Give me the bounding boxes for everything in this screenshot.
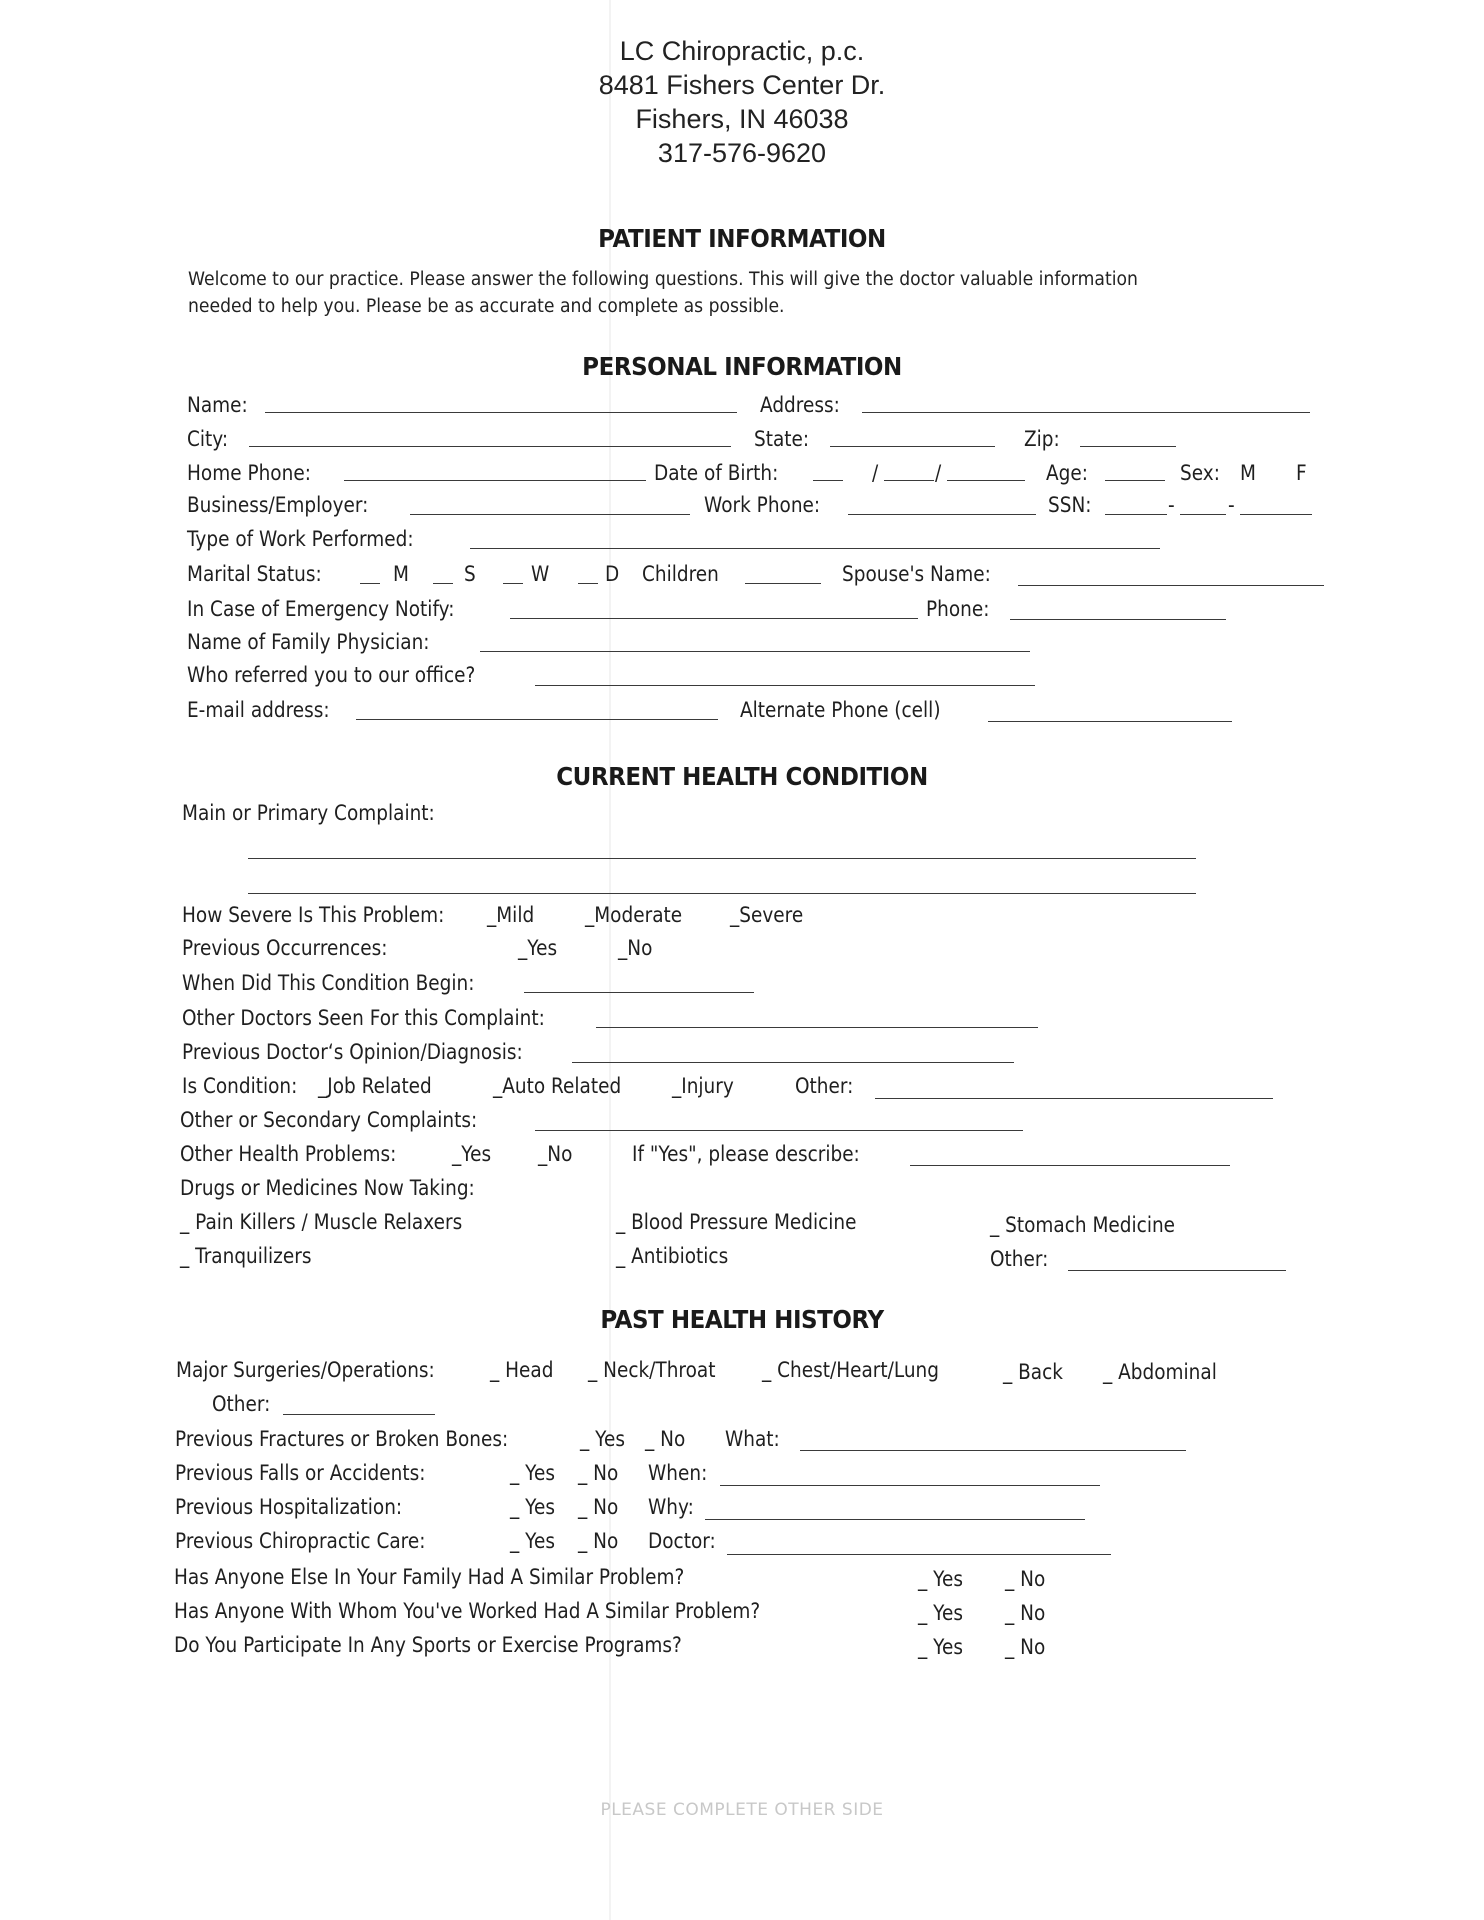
spouse-label: Spouse's Name: bbox=[842, 562, 991, 586]
intro-line-2: needed to help you. Please be as accurate and complete as possible. bbox=[188, 296, 785, 317]
email-label: E-mail address: bbox=[187, 698, 330, 722]
sex-option-m[interactable]: M bbox=[1240, 461, 1256, 485]
employer-label: Business/Employer: bbox=[187, 493, 369, 517]
hospitalization-why-label: Why: bbox=[648, 1495, 694, 1519]
practice-name: LC Chiropractic, p.c. bbox=[619, 36, 865, 66]
referred-label: Who referred you to our office? bbox=[187, 663, 476, 687]
city-label: City: bbox=[187, 427, 229, 451]
emergency-label: In Case of Emergency Notify: bbox=[187, 597, 455, 621]
ssn-sep-2: - bbox=[1228, 493, 1235, 517]
address-label: Address: bbox=[760, 393, 840, 417]
coworker-no[interactable]: _ No bbox=[1005, 1601, 1046, 1625]
chiro-doctor-field[interactable] bbox=[727, 1554, 1111, 1555]
ssn-sep-1: - bbox=[1168, 493, 1175, 517]
zip-label: Zip: bbox=[1024, 427, 1060, 451]
current-health-title: CURRENT HEALTH CONDITION bbox=[556, 762, 928, 791]
home-phone-field[interactable] bbox=[344, 480, 646, 481]
surgery-other-field[interactable] bbox=[283, 1414, 435, 1415]
dob-sep-1: / bbox=[872, 461, 879, 485]
secondary-label: Other or Secondary Complaints: bbox=[180, 1108, 478, 1132]
other-health-no[interactable]: _No bbox=[538, 1142, 573, 1166]
falls-when-field[interactable] bbox=[720, 1485, 1100, 1486]
emergency-phone-field[interactable] bbox=[1010, 619, 1226, 620]
chiro-yes[interactable]: _ Yes bbox=[510, 1529, 555, 1553]
state-field[interactable] bbox=[830, 446, 995, 447]
fractures-what-field[interactable] bbox=[800, 1450, 1186, 1451]
chiro-doctor-label: Doctor: bbox=[648, 1529, 716, 1553]
prev-occ-no[interactable]: _No bbox=[618, 936, 653, 960]
severity-label: How Severe Is This Problem: bbox=[182, 903, 445, 927]
falls-label: Previous Falls or Accidents: bbox=[175, 1461, 426, 1485]
ssn-part3-field[interactable] bbox=[1240, 514, 1312, 515]
began-label: When Did This Condition Begin: bbox=[182, 971, 475, 995]
falls-yes[interactable]: _ Yes bbox=[510, 1461, 555, 1485]
family-question: Has Anyone Else In Your Family Had A Similar Problem? bbox=[174, 1565, 685, 1589]
dob-day-field[interactable] bbox=[884, 480, 934, 481]
coworker-yes[interactable]: _ Yes bbox=[918, 1601, 963, 1625]
practice-phone: 317-576-9620 bbox=[657, 138, 827, 168]
age-label: Age: bbox=[1046, 461, 1088, 485]
fractures-yes[interactable]: _ Yes bbox=[580, 1427, 625, 1451]
main-complaint-label: Main or Primary Complaint: bbox=[182, 801, 435, 825]
drugs-label: Drugs or Medicines Now Taking: bbox=[180, 1176, 475, 1200]
dob-label: Date of Birth: bbox=[654, 461, 779, 485]
marital-m-blank[interactable] bbox=[360, 583, 380, 584]
work-type-field[interactable] bbox=[470, 548, 1160, 549]
alt-phone-field[interactable] bbox=[988, 721, 1232, 722]
city-field[interactable] bbox=[249, 446, 731, 447]
condition-job[interactable]: _Job Related bbox=[318, 1074, 432, 1098]
intro-line-1: Welcome to our practice. Please answer the following questions. This will give the doctor valuable information bbox=[188, 269, 1138, 290]
severity-mild[interactable]: _Mild bbox=[487, 903, 535, 927]
hospitalization-why-field[interactable] bbox=[705, 1519, 1085, 1520]
chiro-label: Previous Chiropractic Care: bbox=[175, 1529, 426, 1553]
address-field[interactable] bbox=[862, 412, 1310, 413]
physician-label: Name of Family Physician: bbox=[187, 630, 430, 654]
employer-field[interactable] bbox=[410, 514, 690, 515]
surgery-abdominal[interactable]: _ Abdominal bbox=[1103, 1360, 1217, 1384]
fractures-what-label: What: bbox=[725, 1427, 780, 1451]
personal-information-title: PERSONAL INFORMATION bbox=[582, 352, 902, 381]
hospitalization-no[interactable]: _ No bbox=[578, 1495, 619, 1519]
main-complaint-line-1[interactable] bbox=[248, 858, 1196, 859]
practice-address: 8481 Fishers Center Dr. bbox=[598, 70, 886, 100]
drug-tranquilizers[interactable]: _ Tranquilizers bbox=[180, 1244, 312, 1268]
sex-label: Sex: bbox=[1180, 461, 1220, 485]
sports-yes[interactable]: _ Yes bbox=[918, 1635, 963, 1659]
sports-question: Do You Participate In Any Sports or Exercise Programs? bbox=[174, 1633, 682, 1657]
emergency-phone-label: Phone: bbox=[926, 597, 990, 621]
condition-other-field[interactable] bbox=[875, 1098, 1273, 1099]
surgeries-label: Major Surgeries/Operations: bbox=[176, 1358, 435, 1382]
prev-opinion-label: Previous Doctor‘s Opinion/Diagnosis: bbox=[182, 1040, 523, 1064]
fractures-no[interactable]: _ No bbox=[645, 1427, 686, 1451]
emergency-field[interactable] bbox=[510, 618, 918, 619]
severity-severe[interactable]: _Severe bbox=[730, 903, 804, 927]
surgery-back[interactable]: _ Back bbox=[1003, 1360, 1063, 1384]
sex-option-f[interactable]: F bbox=[1296, 461, 1307, 485]
drug-painkillers[interactable]: _ Pain Killers / Muscle Relaxers bbox=[180, 1210, 463, 1234]
other-health-yes[interactable]: _Yes bbox=[452, 1142, 492, 1166]
marital-label: Marital Status: bbox=[187, 562, 322, 586]
children-field[interactable] bbox=[745, 583, 821, 584]
practice-city: Fishers, IN 46038 bbox=[635, 104, 849, 134]
drug-other-label: Other: bbox=[990, 1247, 1049, 1271]
falls-when-label: When: bbox=[648, 1461, 708, 1485]
footer-note: PLEASE COMPLETE OTHER SIDE bbox=[600, 1800, 884, 1820]
fractures-label: Previous Fractures or Broken Bones: bbox=[175, 1427, 509, 1451]
surgery-head[interactable]: _ Head bbox=[490, 1358, 554, 1382]
surgery-neck[interactable]: _ Neck/Throat bbox=[588, 1358, 716, 1382]
zip-field[interactable] bbox=[1080, 446, 1176, 447]
dob-sep-2: / bbox=[935, 461, 942, 485]
condition-other-label: Other: bbox=[795, 1074, 854, 1098]
is-condition-label: Is Condition: bbox=[182, 1074, 298, 1098]
intro-text bbox=[188, 266, 1258, 320]
marital-d-blank[interactable] bbox=[578, 583, 598, 584]
name-label: Name: bbox=[187, 393, 248, 417]
falls-no[interactable]: _ No bbox=[578, 1461, 619, 1485]
condition-injury[interactable]: _Injury bbox=[672, 1074, 734, 1098]
home-phone-label: Home Phone: bbox=[187, 461, 311, 485]
patient-information-title: PATIENT INFORMATION bbox=[598, 224, 886, 253]
drug-blood-pressure[interactable]: _ Blood Pressure Medicine bbox=[616, 1210, 857, 1234]
surgery-other-label: Other: bbox=[212, 1392, 271, 1416]
dob-month-field[interactable] bbox=[813, 480, 843, 481]
work-type-label: Type of Work Performed: bbox=[187, 527, 414, 551]
other-health-label: Other Health Problems: bbox=[180, 1142, 397, 1166]
drug-other-field[interactable] bbox=[1068, 1270, 1286, 1271]
family-no[interactable]: _ No bbox=[1005, 1567, 1046, 1591]
hospitalization-label: Previous Hospitalization: bbox=[175, 1495, 403, 1519]
alt-phone-label: Alternate Phone (cell) bbox=[740, 698, 941, 722]
if-yes-field[interactable] bbox=[910, 1165, 1230, 1166]
dob-year-field[interactable] bbox=[947, 480, 1025, 481]
ssn-part1-field[interactable] bbox=[1105, 514, 1167, 515]
condition-auto[interactable]: _Auto Related bbox=[493, 1074, 622, 1098]
chiro-no[interactable]: _ No bbox=[578, 1529, 619, 1553]
children-label: Children bbox=[642, 562, 719, 586]
drug-antibiotics[interactable]: _ Antibiotics bbox=[616, 1244, 729, 1268]
severity-moderate[interactable]: _Moderate bbox=[585, 903, 683, 927]
marital-option-s[interactable]: S bbox=[464, 562, 476, 586]
marital-option-w[interactable]: W bbox=[531, 562, 550, 586]
marital-s-blank[interactable] bbox=[433, 583, 453, 584]
prev-occ-label: Previous Occurrences: bbox=[182, 936, 388, 960]
other-doctors-field[interactable] bbox=[596, 1027, 1038, 1028]
marital-w-blank[interactable] bbox=[503, 583, 523, 584]
began-field[interactable] bbox=[524, 992, 754, 993]
ssn-part2-field[interactable] bbox=[1180, 514, 1226, 515]
spouse-field[interactable] bbox=[1018, 585, 1324, 586]
past-health-title: PAST HEALTH HISTORY bbox=[600, 1305, 884, 1334]
prev-opinion-field[interactable] bbox=[572, 1062, 1014, 1063]
referred-field[interactable] bbox=[535, 685, 1035, 686]
drug-stomach[interactable]: _ Stomach Medicine bbox=[990, 1213, 1176, 1237]
state-label: State: bbox=[754, 427, 810, 451]
coworker-question: Has Anyone With Whom You've Worked Had A Similar Problem? bbox=[174, 1599, 761, 1623]
surgery-chest[interactable]: _ Chest/Heart/Lung bbox=[762, 1358, 940, 1382]
physician-field[interactable] bbox=[480, 651, 1030, 652]
if-yes-label: If "Yes", please describe: bbox=[632, 1142, 860, 1166]
other-doctors-label: Other Doctors Seen For this Complaint: bbox=[182, 1006, 545, 1030]
name-field[interactable] bbox=[265, 412, 737, 413]
prev-occ-yes[interactable]: _Yes bbox=[518, 936, 558, 960]
ssn-label: SSN: bbox=[1048, 493, 1092, 517]
sports-no[interactable]: _ No bbox=[1005, 1635, 1046, 1659]
secondary-field[interactable] bbox=[535, 1130, 1023, 1131]
work-phone-field[interactable] bbox=[848, 514, 1036, 515]
age-field[interactable] bbox=[1105, 480, 1165, 481]
marital-option-d[interactable]: D bbox=[605, 562, 620, 586]
family-yes[interactable]: _ Yes bbox=[918, 1567, 963, 1591]
hospitalization-yes[interactable]: _ Yes bbox=[510, 1495, 555, 1519]
main-complaint-line-2[interactable] bbox=[248, 893, 1196, 894]
email-field[interactable] bbox=[356, 719, 718, 720]
work-phone-label: Work Phone: bbox=[704, 493, 821, 517]
marital-option-m[interactable]: M bbox=[393, 562, 409, 586]
